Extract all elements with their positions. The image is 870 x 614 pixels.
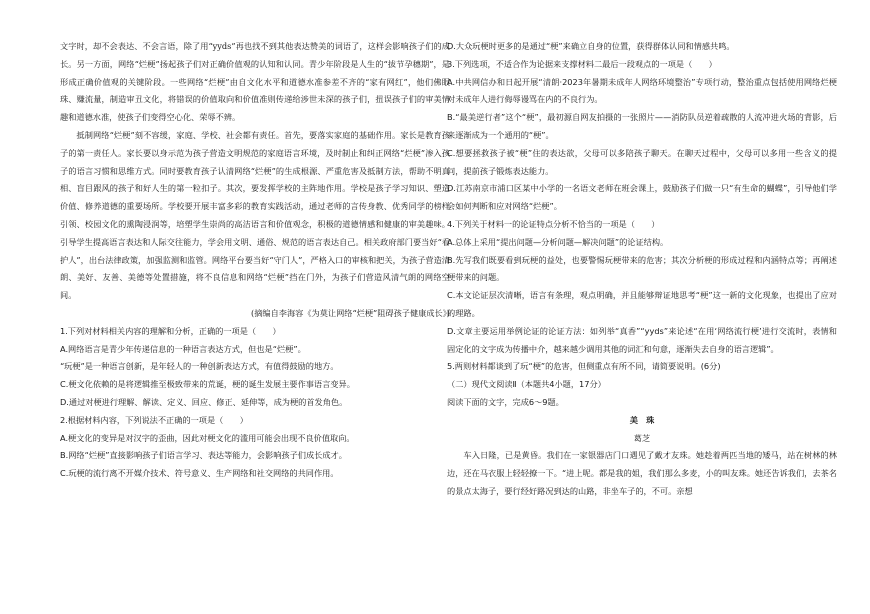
question-2-option: B.网络“烂梗”直接影响孩子们语言学习、表达等能力，会影响孩子们成长成才。	[60, 450, 347, 461]
question-2-option: A.梗文化的变异是对汉字的歪曲，因此对梗文化的滥用可能会出现不良价值取向。	[60, 432, 355, 443]
question-4-stem: 4.下列关于材料一的论证特点分析不恰当的一项是（ ）	[447, 218, 660, 229]
story-paragraph: 车入日隆，已是黄昏。我们在一家银器店门口遇见了戴才友珠。她趁着两匹当地的矮马，站在树林的林边，还在马衣服上轻轻撩一下。“进上呢。都是我的姐，我们那么多麦，小的叫友珠。她还告诉我们，去茶名的景点太海子，要行经好路况到达的山路，非坐车子的，不可。亲想	[447, 450, 837, 496]
question-4-option: B.先写我们既要看到玩梗的益处，也要警惕玩梗带来的危害；其次分析梗的形成过程和内涵特点等；再阐述梗带来的问题。	[447, 254, 837, 283]
question-3-option: A.中共网信办和日起开展“清朗·2023年暑期未成年人网络环境整治”专项行动，整治重点包括使用网络烂梗对未成年人进行侮辱谩骂在内的不良行为。	[447, 76, 837, 105]
question-2-option: D.大众玩梗时更多的是通过“梗”来确立自身的位置，获得群体认同和情感共鸣。	[447, 41, 735, 51]
reading-instruction: 阅读下面的文字，完成6～9题。	[447, 396, 564, 407]
source-citation: (摘编自李海容《为莫让网络“烂梗”阻碍孩子健康成长》)	[251, 307, 450, 318]
question-4-option: A.总体上采用“提出问题—分析问题—解决问题”的论证结构。	[447, 236, 669, 247]
section-heading: （二）现代文阅读Ⅱ（本题共4小题，17分）	[447, 379, 606, 390]
question-4-option: D.文章主要运用举例论证的论证方法：如列举“真香”“yyds”来论述“在用‘网络流行梗’进行交流时，表情和固定化的文字成为传播中介，越来越少调用其他的词汇和句意，逐渐失去自身的语言逻辑”。	[447, 325, 837, 354]
question-1-option: C.梗文化依赖的是将逻辑推至极致带来的荒诞，梗的诞生发展主要作事语言变异。	[60, 379, 355, 390]
question-3-stem: 3.下列选项，不适合作为论据来支撑材料二最后一段观点的一项是（ ）	[447, 58, 717, 69]
story-title: 美 珠	[629, 414, 655, 425]
question-3-option: B.“最美逆行者”这个“梗”，最初源自网友拍摄的一张照片——消防队员逆着疏散的人流冲进火场的背影，后来逐渐成为一个通用的“梗”。	[447, 112, 837, 140]
intro-paragraph: 文字时，却不会表达、不会言语，除了用“yyds”再也找不到其他表达赞美的词语了，这样会影响孩子们的成长。另一方面，网络“烂梗”扬起孩子们对正确价值观的认知和认同。青少年阶段是人生的“拔节孕穗期”，是形成正确价值观的关键阶段。一些网络“烂梗”由自文化水平和道德水准参差不齐的“家有网红”，他们佛眼珠、赚流量，制造审丑文化，将错误的价值取向和价值准则传递给涉世未深的孩子们，扭误孩子们的审美情趣和道德水准，使孩子们变得空心化、荣辱不辨。	[60, 41, 450, 123]
story-author: 葛芝	[633, 432, 651, 443]
right-column	[447, 38, 837, 501]
question-1-option: “玩梗”是一种语言创新，是年轻人的一种创新表达方式，有值得鼓励的地方。	[60, 361, 339, 372]
question-2-stem: 2.根据材料内容，下列说法不正确的一项是（ ）	[60, 414, 248, 425]
question-3-option: D.江苏南京市浦口区某中小学的一名语文老师在班会课上，鼓励孩子们做一只“有生命的蝴蝶”，引导他们学会如何判断和应对网络“烂梗”。	[447, 183, 837, 212]
intro-paragraph: 抵制网络“烂梗”刻不容缓，家庭、学校、社会都有责任。首先，要落实家庭的基础作用。家长是教育孩子的第一责任人。家长要以身示范为孩子营造文明规范的家庭语言环境，及时制止和纠正网络“烂梗”渗入孩子的语言习惯和思维方式。同时要教育孩子认清网络“烂梗”的生成根源、严重危害及抵制方法，帮助不明真相、盲目跟风的孩子和好人生的第一粒扣子。其次，要发挥学校的主阵地作用。学校是孩子学习知识、塑造价值、修养道德的重要场所。学校要开展丰富多彩的教育实践活动，通过老师的言传身教、优秀同学的榜样引领、校园文化的熏陶浸润等，培塑学生崇尚的高洁语言和价值观念，积极的道德情感和健康的审美趣味。引导学生提高语言表达和人际交往能力，学会用文明、通俗、规范的语言表达自己。相关政府部门要当好“看护人”，出台法律政策，加强监测和监管。网络平台要当好“守门人”，严格入口的审核和把关，为孩子营造清朗、美好、友善、美德等处置措施，将不良信息和网络“烂梗”挡在门外，为孩子们营造风清气朗的网络空间。	[60, 129, 450, 301]
question-1-option: A.网络语言是青少年传递信息的一种语言表达方式，但也是“烂梗”。	[60, 343, 306, 354]
left-column	[60, 38, 450, 483]
question-5-stem: 5.两则材料都谈到了玩“梗”的危害，但侧重点有所不同，请简要说明。(6分)	[447, 361, 721, 372]
question-2-option: C.玩梗的流行离不开媒介技术、符号意义、生产网络和社交网络的共同作用。	[60, 468, 339, 479]
question-3-option: C.想要拯救孩子被“梗”住的表达欲，父母可以多陪孩子聊天。在聊天过程中，父母可以多用一些含义的提问，提前孩子锻炼表达能力。	[447, 147, 837, 176]
question-1-stem: 1.下列对材料相关内容的理解和分析，正确的一项是（ ）	[60, 325, 281, 336]
question-4-option: C.本文论证层次清晰，语言有条理，观点明确，并且能够辩证地思考“梗”这一新的文化现象，也提出了应对的理路。	[447, 290, 837, 318]
question-1-option: D.通过对梗进行理解、解读、定义、回应、修正、延伸等，成为梗的首发角色。	[60, 396, 348, 407]
